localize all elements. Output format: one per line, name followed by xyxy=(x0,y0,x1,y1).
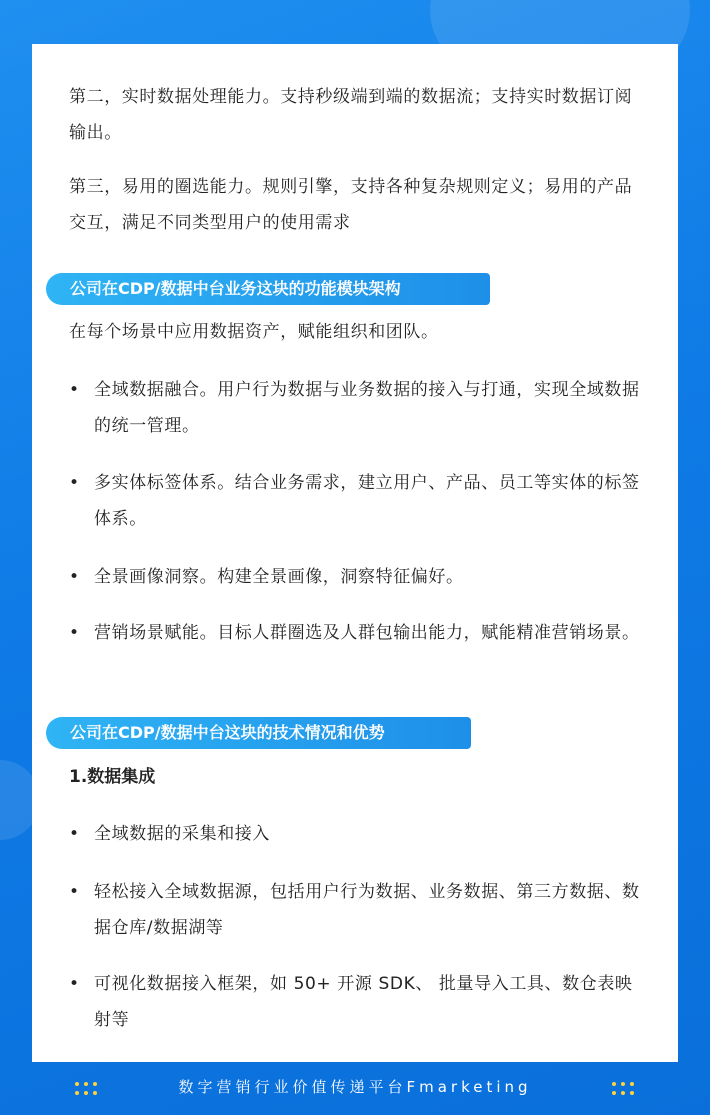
list-item xyxy=(69,816,649,852)
list-item-text: 多实体标签体系。结合业务需求，建立用户、产品、员工等实体的标签体系。 xyxy=(94,473,640,529)
bullet-dot-icon: • xyxy=(69,567,80,587)
subsection-title: 1.数据集成 xyxy=(69,767,156,787)
bullet-dot-icon: • xyxy=(69,380,80,400)
section-lead: 在每个场景中应用数据资产，赋能组织和团队。 xyxy=(69,322,439,342)
list-item xyxy=(69,874,649,946)
list-item xyxy=(69,559,649,595)
dots-right-icon xyxy=(612,1082,636,1096)
section-header-function-architecture: 公司在CDP/数据中台业务这块的功能模块架构 xyxy=(46,273,490,305)
list-item-text: 全景画像洞察。构建全景画像，洞察特征偏好。 xyxy=(94,567,464,587)
bullet-dot-icon: • xyxy=(69,974,80,994)
bullet-dot-icon: • xyxy=(69,623,80,643)
list-item-text: 可视化数据接入框架，如 50+ 开源 SDK、 批量导入工具、数仓表映射等 xyxy=(94,974,633,1030)
list-item xyxy=(69,372,649,444)
list-item-text: 营销场景赋能。目标人群圈选及人群包输出能力，赋能精准营销场景。 xyxy=(94,623,640,643)
list-item-text: 全域数据的采集和接入 xyxy=(94,824,270,844)
list-item xyxy=(69,615,649,651)
paragraph-selection: 第三，易用的圈选能力。规则引擎，支持各种复杂规则定义；易用的产品交互，满足不同类型用户的使用需求 xyxy=(69,177,633,233)
list-item-text: 轻松接入全域数据源，包括用户行为数据、业务数据、第三方数据、数据仓库/数据湖等 xyxy=(94,882,640,938)
footer-bar xyxy=(0,1062,710,1115)
list-item xyxy=(69,966,649,1038)
list-item-text: 全域数据融合。用户行为数据与业务数据的接入与打通，实现全域数据的统一管理。 xyxy=(94,380,640,436)
content-card xyxy=(32,44,678,1062)
footer-text: 数字营销行业价值传递平台Fmarketing xyxy=(178,1078,532,1096)
bullet-dot-icon: • xyxy=(69,882,80,902)
list-item xyxy=(69,465,649,537)
paragraph-realtime: 第二，实时数据处理能力。支持秒级端到端的数据流；支持实时数据订阅输出。 xyxy=(69,87,633,143)
bullet-dot-icon: • xyxy=(69,473,80,493)
section-header-tech-advantages: 公司在CDP/数据中台这块的技术情况和优势 xyxy=(46,717,471,749)
bullet-dot-icon: • xyxy=(69,824,80,844)
